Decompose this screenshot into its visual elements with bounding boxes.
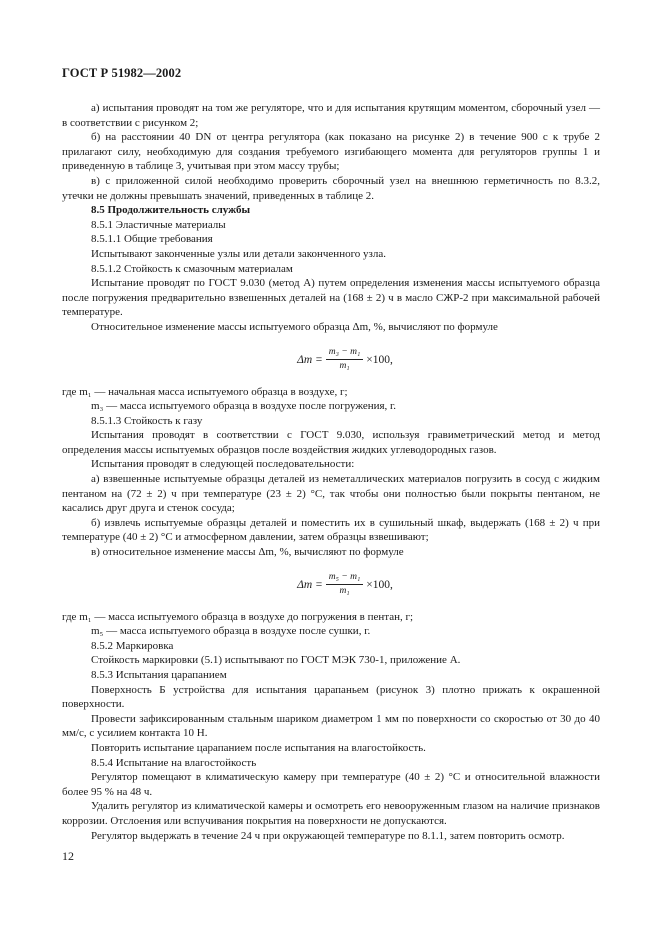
paragraph: Удалить регулятор из климатической камеры и осмотреть его невооруженным глазом на наличие признаков коррозии. Отслоения или вспучивания покрытия на поверхности не допускаются.: [62, 800, 600, 827]
formula-lhs: Δm =: [297, 353, 323, 366]
document-page: [62, 66, 600, 843]
paragraph: Испытывают законченные узлы или детали законченного узла.: [91, 247, 387, 260]
paragraph: Повторить испытание царапанием после испытания на влагостойкость.: [91, 741, 426, 754]
formula-2: [90, 568, 600, 602]
paragraph: в) относительное изменение массы Δm, %, вычисляют по формуле: [91, 546, 404, 559]
document-header: ГОСТ Р 51982—2002: [62, 66, 182, 80]
subsection-heading: 8.5.3 Испытания царапанием: [91, 669, 227, 681]
paragraph: Регулятор помещают в климатическую камеру при температуре (40 ± 2) °С и относительной влажности более 95 % на 48 ч.: [62, 771, 600, 798]
paragraph: б) на расстоянии 40 DN от центра регулятора (как показано на рисунке 2) в течение 900 с к трубе 2 прилагают силу, необходимую для создания требуемого изгибающего момента для регуляторов группы 1 и приведенную в таблице 3, учитывая при этом массу трубы;: [62, 131, 600, 173]
paragraph: б) извлечь испытуемые образцы деталей и поместить их в сушильный шкаф, выдержать (168 ± 2) ч при температуре (40 ± 2) °С и атмосферном давлении, затем образцы взвешивают;: [62, 516, 600, 544]
subsection-heading: 8.5.1.2 Стойкость к смазочным материалам: [91, 262, 293, 275]
formula-fraction: [326, 572, 364, 597]
formula-numerator: m₃ − m₁: [326, 347, 364, 360]
paragraph: Испытания проводят в следующей последовательности:: [91, 458, 355, 471]
page-number: 12: [62, 849, 74, 863]
subsection-heading: 8.5.1.1 Общие требования: [91, 233, 213, 246]
paragraph: Регулятор выдержать в течение 24 ч при окружающей температуре по 8.1.1, затем повторить осмотр.: [91, 829, 565, 842]
subsection-heading: 8.5.2 Маркировка: [91, 639, 174, 652]
paragraph: в) с приложенной силой необходимо проверить сборочный узел на внешнюю герметичность по 8.3.2, утечки не должны превышать значений, приведенных в таблице 2.: [62, 174, 600, 202]
formula-denominator: m₁: [339, 361, 350, 371]
formula-legend: где m₁ — начальная масса испытуемого образца в воздухе, г;: [62, 385, 348, 398]
formula-fraction: [326, 347, 364, 372]
paragraph: Стойкость маркировки (5.1) испытывают по ГОСТ МЭК 730-1, приложение А.: [91, 654, 461, 667]
formula-legend: m₅ — масса испытуемого образца в воздухе после сушки, г.: [91, 625, 371, 638]
formula-legend: где m₁ — масса испытуемого образца в воздухе до погружения в пентан, г;: [62, 610, 414, 623]
formula-tail: ×100,: [366, 578, 393, 591]
paragraph: Относительное изменение массы испытуемого образца Δm, %, вычисляют по формуле: [91, 320, 498, 333]
formula-denominator: m₁: [339, 586, 350, 597]
paragraph: а) испытания проводят на том же регуляторе, что и для испытания крутящим моментом, сборочный узел — в соответствии с рисунком 2;: [62, 102, 600, 129]
subsection-heading: 8.5.1 Эластичные материалы: [91, 218, 226, 231]
formula-legend: m₃ — масса испытуемого образца в воздухе после погружения, г.: [91, 400, 397, 413]
subsection-heading: 8.5.4 Испытание на влагостойкость: [91, 756, 257, 769]
paragraph: Испытание проводят по ГОСТ 9.030 (метод А) путем определения изменения массы испытуемого образца после погружения предварительно взвешенных деталей на (168 ± 2) ч в масло СЖР-2 при максимальной рабочей температуре.: [62, 277, 600, 319]
subsection-heading: 8.5.1.3 Стойкость к газу: [91, 414, 203, 427]
section-heading: 8.5 Продолжительность службы: [91, 204, 251, 217]
formula-lhs: Δm =: [297, 578, 323, 591]
formula-1: [90, 343, 600, 377]
paragraph: Поверхность Б устройства для испытания царапаньем (рисунок 3) плотно прижать к окрашенной поверхности.: [62, 683, 600, 711]
paragraph: а) взвешенные испытуемые образцы деталей из неметаллических материалов погрузить в сосуд с жидким пентаном на (72 ± 2) ч при температуре (23 ± 2) °С, так чтобы они полностью были покрыты пентаном, не касались друг друга и стенок сосуда;: [62, 473, 600, 515]
paragraph: Провести зафиксированным стальным шариком диаметром 1 мм по поверхности со скоростью от 30 до 40 мм/с, с усилием контакта 10 Н.: [62, 712, 600, 740]
paragraph: Испытания проводят в соответствии с ГОСТ 9.030, используя гравиметрический метод и метод определения массы испытуемых образцов после воздействия жидких углеводородных газов.: [62, 429, 600, 456]
formula-numerator: m₅ − m₁: [326, 572, 364, 585]
formula-tail: ×100,: [366, 353, 393, 366]
